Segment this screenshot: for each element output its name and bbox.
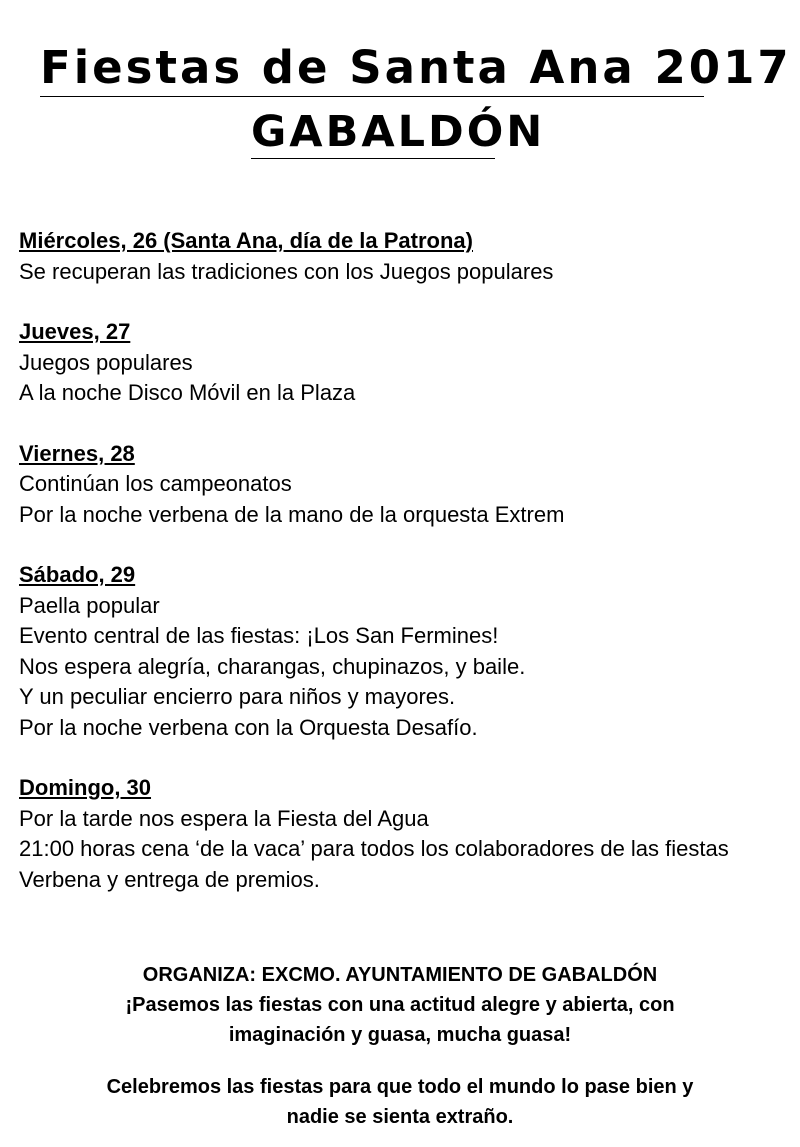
day-event: Paella popular: [19, 592, 160, 618]
day-event: Verbena y entrega de premios.: [19, 866, 320, 892]
footer: [20, 960, 780, 1132]
schedule-day-domingo: [19, 773, 734, 895]
closing-line: Celebremos las fiestas para que todo el mundo lo pase bien y: [106, 1076, 694, 1098]
day-event: Continúan los campeonatos: [19, 471, 292, 496]
day-event: Y un peculiar encierro para niños y mayores.: [19, 684, 456, 709]
day-event: Se recuperan las tradiciones con los Juegos populares: [19, 258, 554, 284]
footer-spacer: [20, 1050, 780, 1072]
motto-line: ¡Pasemos las fiestas con una actitud alegre y abierta, con: [125, 994, 675, 1016]
day-heading: Sábado, 29: [19, 562, 136, 587]
day-heading: Miércoles, 26 (Santa Ana, día de la Patrona): [19, 228, 473, 253]
closing-line: nadie se sienta extraño.: [286, 1106, 514, 1128]
day-event: Por la noche verbena con la Orquesta Desafío.: [19, 714, 478, 740]
document-subtitle: GABALDÓN: [251, 107, 546, 157]
day-heading: Viernes, 28: [19, 440, 135, 466]
day-event: A la noche Disco Móvil en la Plaza: [19, 380, 356, 405]
day-event: 21:00 horas cena ‘de la vaca’ para todos los colaboradores de las fiestas: [19, 836, 729, 861]
day-event: Por la tarde nos espera la Fiesta del Agua: [19, 805, 429, 831]
day-heading: Domingo, 30: [19, 775, 152, 800]
day-event: Por la noche verbena de la mano de la orquesta Extrem: [19, 501, 565, 527]
schedule-day-viernes: [19, 439, 734, 531]
schedule: [19, 226, 734, 925]
day-heading: Jueves, 27: [19, 319, 131, 344]
day-event: Evento central de las fiestas: ¡Los San Fermines!: [19, 623, 499, 648]
schedule-day-jueves: [19, 317, 734, 409]
schedule-day-miercoles: [19, 226, 734, 287]
motto-line: imaginación y guasa, mucha guasa!: [228, 1024, 572, 1046]
document-title: Fiestas de Santa Ana 2017: [40, 40, 704, 97]
day-event: Nos espera alegría, charangas, chupinazos, y baile.: [19, 653, 526, 679]
schedule-day-sabado: [19, 560, 734, 743]
day-event: Juegos populares: [19, 349, 193, 375]
organizer-line: ORGANIZA: EXCMO. AYUNTAMIENTO DE GABALDÓN: [142, 964, 658, 986]
